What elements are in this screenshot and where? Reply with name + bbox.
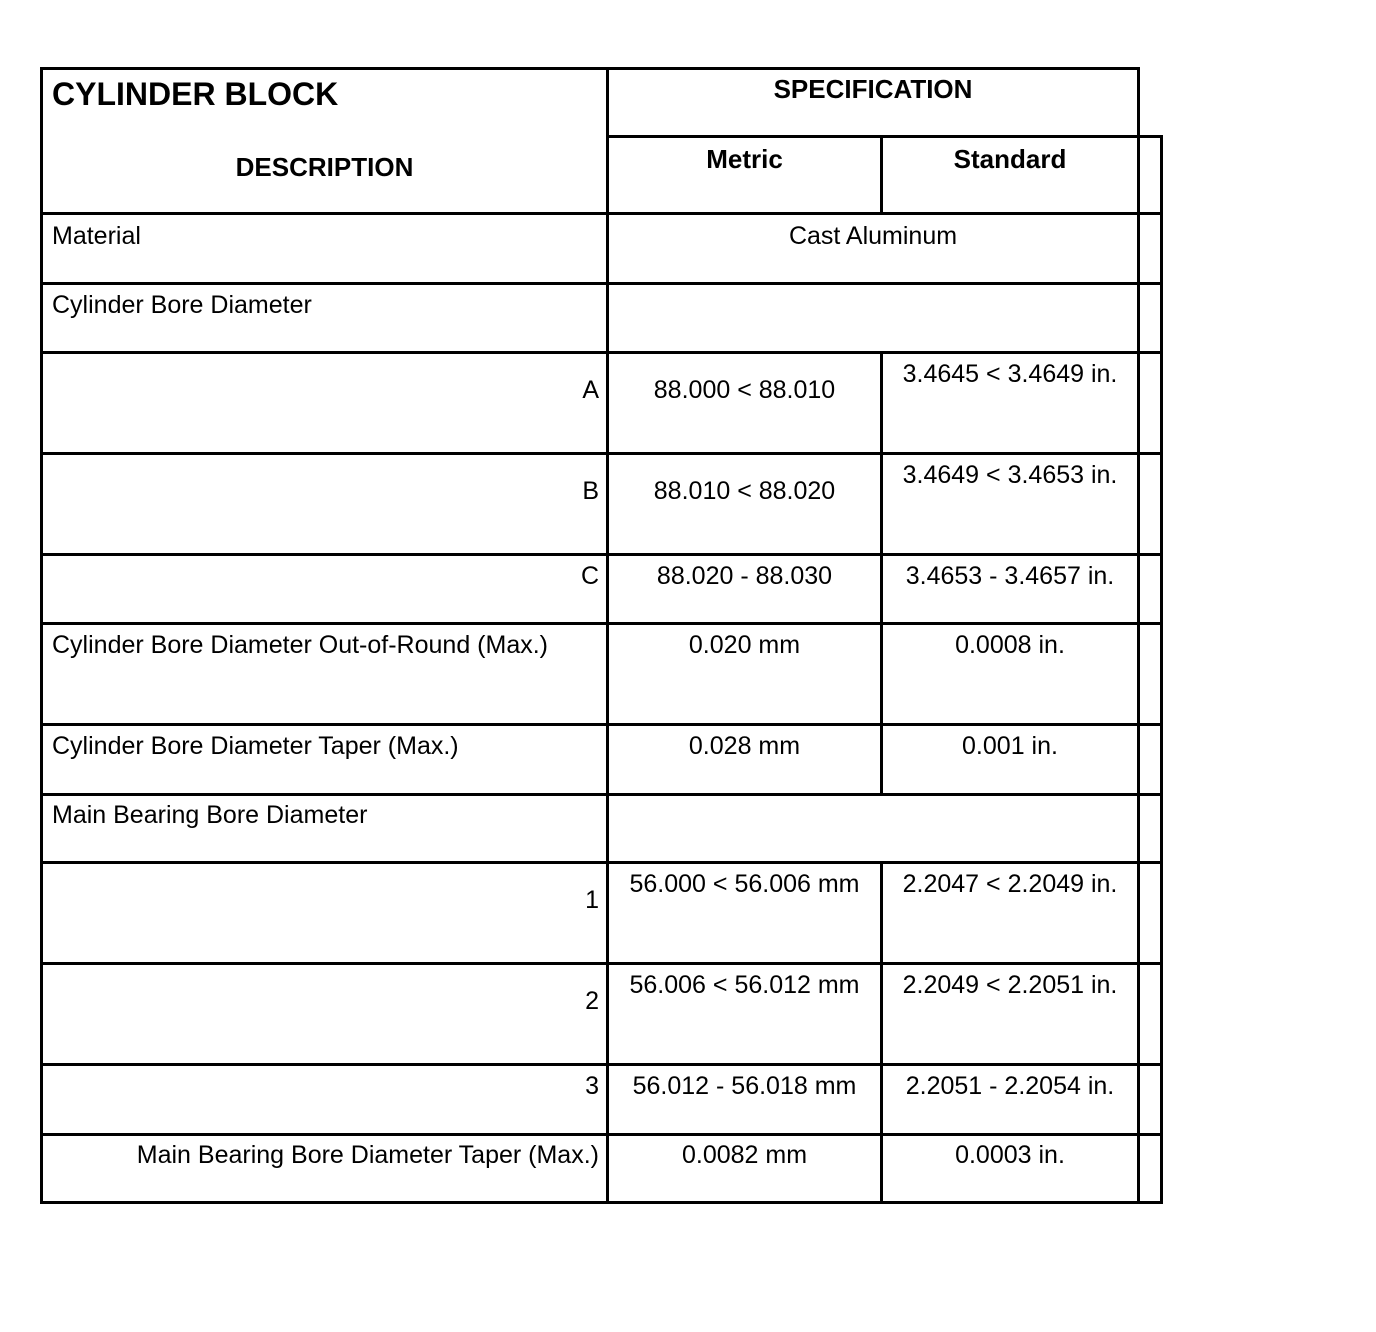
row-out-of-round-metric: 0.020 mm xyxy=(688,631,801,659)
rule-spec-under xyxy=(608,135,1163,138)
row-2-standard: 2.2049 < 2.2051 in. xyxy=(902,971,1118,999)
metric-header: Metric xyxy=(706,144,783,174)
row-b-description: B xyxy=(582,477,599,505)
rule-row-4 xyxy=(40,553,1163,556)
row-3-standard: 2.2051 - 2.2054 in. xyxy=(905,1072,1115,1100)
row-a-standard: 3.4645 < 3.4649 in. xyxy=(902,360,1118,388)
row-taper-metric: 0.028 mm xyxy=(688,732,801,760)
rule-row-8 xyxy=(40,861,1163,864)
row-c-description: C xyxy=(580,562,599,590)
row-1-metric: 56.000 < 56.006 mm xyxy=(629,870,860,898)
description-header: DESCRIPTION xyxy=(235,152,414,182)
row-cylinder-bore-description: Cylinder Bore Diameter xyxy=(52,291,312,319)
row-taper-description: Cylinder Bore Diameter Taper (Max.) xyxy=(52,732,459,760)
row-c-standard: 3.4653 - 3.4657 in. xyxy=(905,562,1115,590)
rule-row-6 xyxy=(40,723,1163,726)
row-a-metric: 88.000 < 88.010 xyxy=(653,376,836,404)
row-3-metric: 56.012 - 56.018 mm xyxy=(632,1072,857,1100)
table-title: CYLINDER BLOCK xyxy=(52,76,339,112)
row-2-metric: 56.006 < 56.012 mm xyxy=(629,971,860,999)
row-3-description: 3 xyxy=(585,1072,599,1100)
rule-row-3 xyxy=(40,452,1163,455)
rule-left xyxy=(40,67,43,1204)
specification-header: SPECIFICATION xyxy=(773,74,973,104)
row-c-metric: 88.020 - 88.030 xyxy=(656,562,833,590)
row-out-of-round-standard: 0.0008 in. xyxy=(955,631,1065,659)
rule-row-9 xyxy=(40,962,1163,965)
row-main-bearing-description: Main Bearing Bore Diameter xyxy=(52,801,368,829)
row-b-metric: 88.010 < 88.020 xyxy=(653,477,836,505)
row-b-standard: 3.4649 < 3.4653 in. xyxy=(902,461,1118,489)
row-2-description: 2 xyxy=(585,987,599,1015)
row-material-description: Material xyxy=(52,222,141,250)
rule-row-10 xyxy=(40,1063,1163,1066)
rule-standard-right xyxy=(1137,67,1140,1204)
row-1-standard: 2.2047 < 2.2049 in. xyxy=(902,870,1118,898)
row-1-description: 1 xyxy=(585,886,599,914)
rule-top xyxy=(40,67,1140,70)
row-out-of-round-description: Cylinder Bore Diameter Out-of-Round (Max.) xyxy=(52,631,548,659)
rule-row-7 xyxy=(40,793,1163,796)
rule-outer-right xyxy=(1160,135,1163,1204)
row-main-bearing-taper-description: Main Bearing Bore Diameter Taper (Max.) xyxy=(136,1141,599,1169)
rule-row-11 xyxy=(40,1133,1163,1136)
row-a-description: A xyxy=(582,376,599,404)
rule-row-5 xyxy=(40,622,1163,625)
standard-header: Standard xyxy=(953,144,1067,174)
rule-header-bottom xyxy=(40,212,1163,215)
row-taper-standard: 0.001 in. xyxy=(962,732,1058,760)
row-main-bearing-taper-standard: 0.0003 in. xyxy=(955,1141,1065,1169)
rule-row-2 xyxy=(40,351,1163,354)
rule-bottom xyxy=(40,1201,1163,1204)
rule-row-1 xyxy=(40,282,1163,285)
row-main-bearing-taper-metric: 0.0082 mm xyxy=(681,1141,808,1169)
row-material-value: Cast Aluminum xyxy=(788,222,958,250)
